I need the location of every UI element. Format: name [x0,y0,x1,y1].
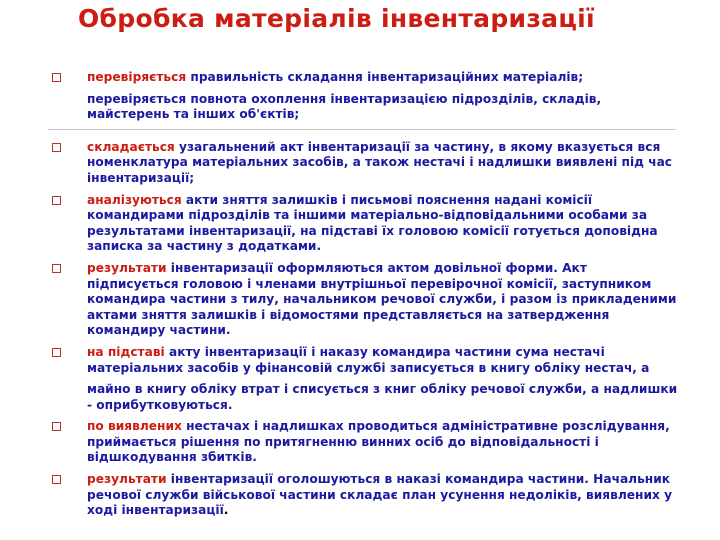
item-text: правильність складання інвентаризаційних матеріалів; [186,70,584,84]
item-keyword: по виявлених [87,419,182,434]
item-keyword: на підставі [87,344,165,359]
item-keyword: перевіряється [87,70,187,84]
item-text: узагальнений акт інвентаризації за частину, в якому вказується вся номенклатура матеріальних засобів, а також нестачі і надлишки виявлені під час інвентаризації; [87,139,673,185]
continuation-text: перевіряється повнота охоплення інвентаризацією підрозділів, складів, майстерень та інших об'єктів; [87,91,602,122]
list-item [48,140,678,187]
square-bullet-icon [52,73,61,82]
item-continuation [48,382,678,413]
square-bullet-icon [52,264,61,273]
square-bullet-icon [52,196,61,205]
list-item [48,345,678,376]
item-text: нестачах і надлишках проводиться адміністративне розслідування, приймається рішення по притягненню винних осіб до відповідальності і відшкодування збитків. [87,419,670,465]
item-text: інвентаризації оформляються актом довільної форми. Акт підписується головою і членами внутрішньої перевірочної комісії, заступником командира частини з тилу, начальником речової служби, і разом із прикладеними актами зняття залишків і відомостями представляється на затвердження командиру частини. [87,260,677,338]
item-text: акти зняття залишків і письмові пояснення надані комісії командирами підрозділів та іншими матеріально-відповідальними особами за результатами інвентаризації, на підставі їх головою комісії готується доповідна записка за частину з додатками. [87,192,658,254]
list-item [48,261,678,339]
square-bullet-icon [52,475,61,484]
item-continuation [48,92,678,123]
item-keyword: результати [87,472,167,487]
item-text: акту інвентаризації і наказу командира частини сума нестачі матеріальних засобів у фінансовій службі записується в книгу обліку нестач, а [87,344,650,375]
item-text: інвентаризації оголошуються в наказі командира частини. Начальник речової служби військової частини складає план усунення недоліків, виявлених у ході інвентаризації [87,472,673,518]
square-bullet-icon [52,422,61,431]
item-keyword: складається [87,139,175,154]
bullet-list [48,70,678,525]
list-item [48,70,678,86]
square-bullet-icon [52,143,61,152]
item-keyword: результати [87,260,167,275]
square-bullet-icon [52,348,61,357]
slide-title: Обробка матеріалів інвентаризації [78,4,595,33]
item-keyword: аналізуються [87,192,182,207]
item-end-period: . [223,503,229,518]
list-item [48,419,678,466]
list-item [48,193,678,255]
list-item [48,472,678,519]
divider [48,129,676,130]
continuation-text: майно в книгу обліку втрат і списується з книг обліку речової служби, а надлишки - оприбутковуються. [87,382,678,412]
